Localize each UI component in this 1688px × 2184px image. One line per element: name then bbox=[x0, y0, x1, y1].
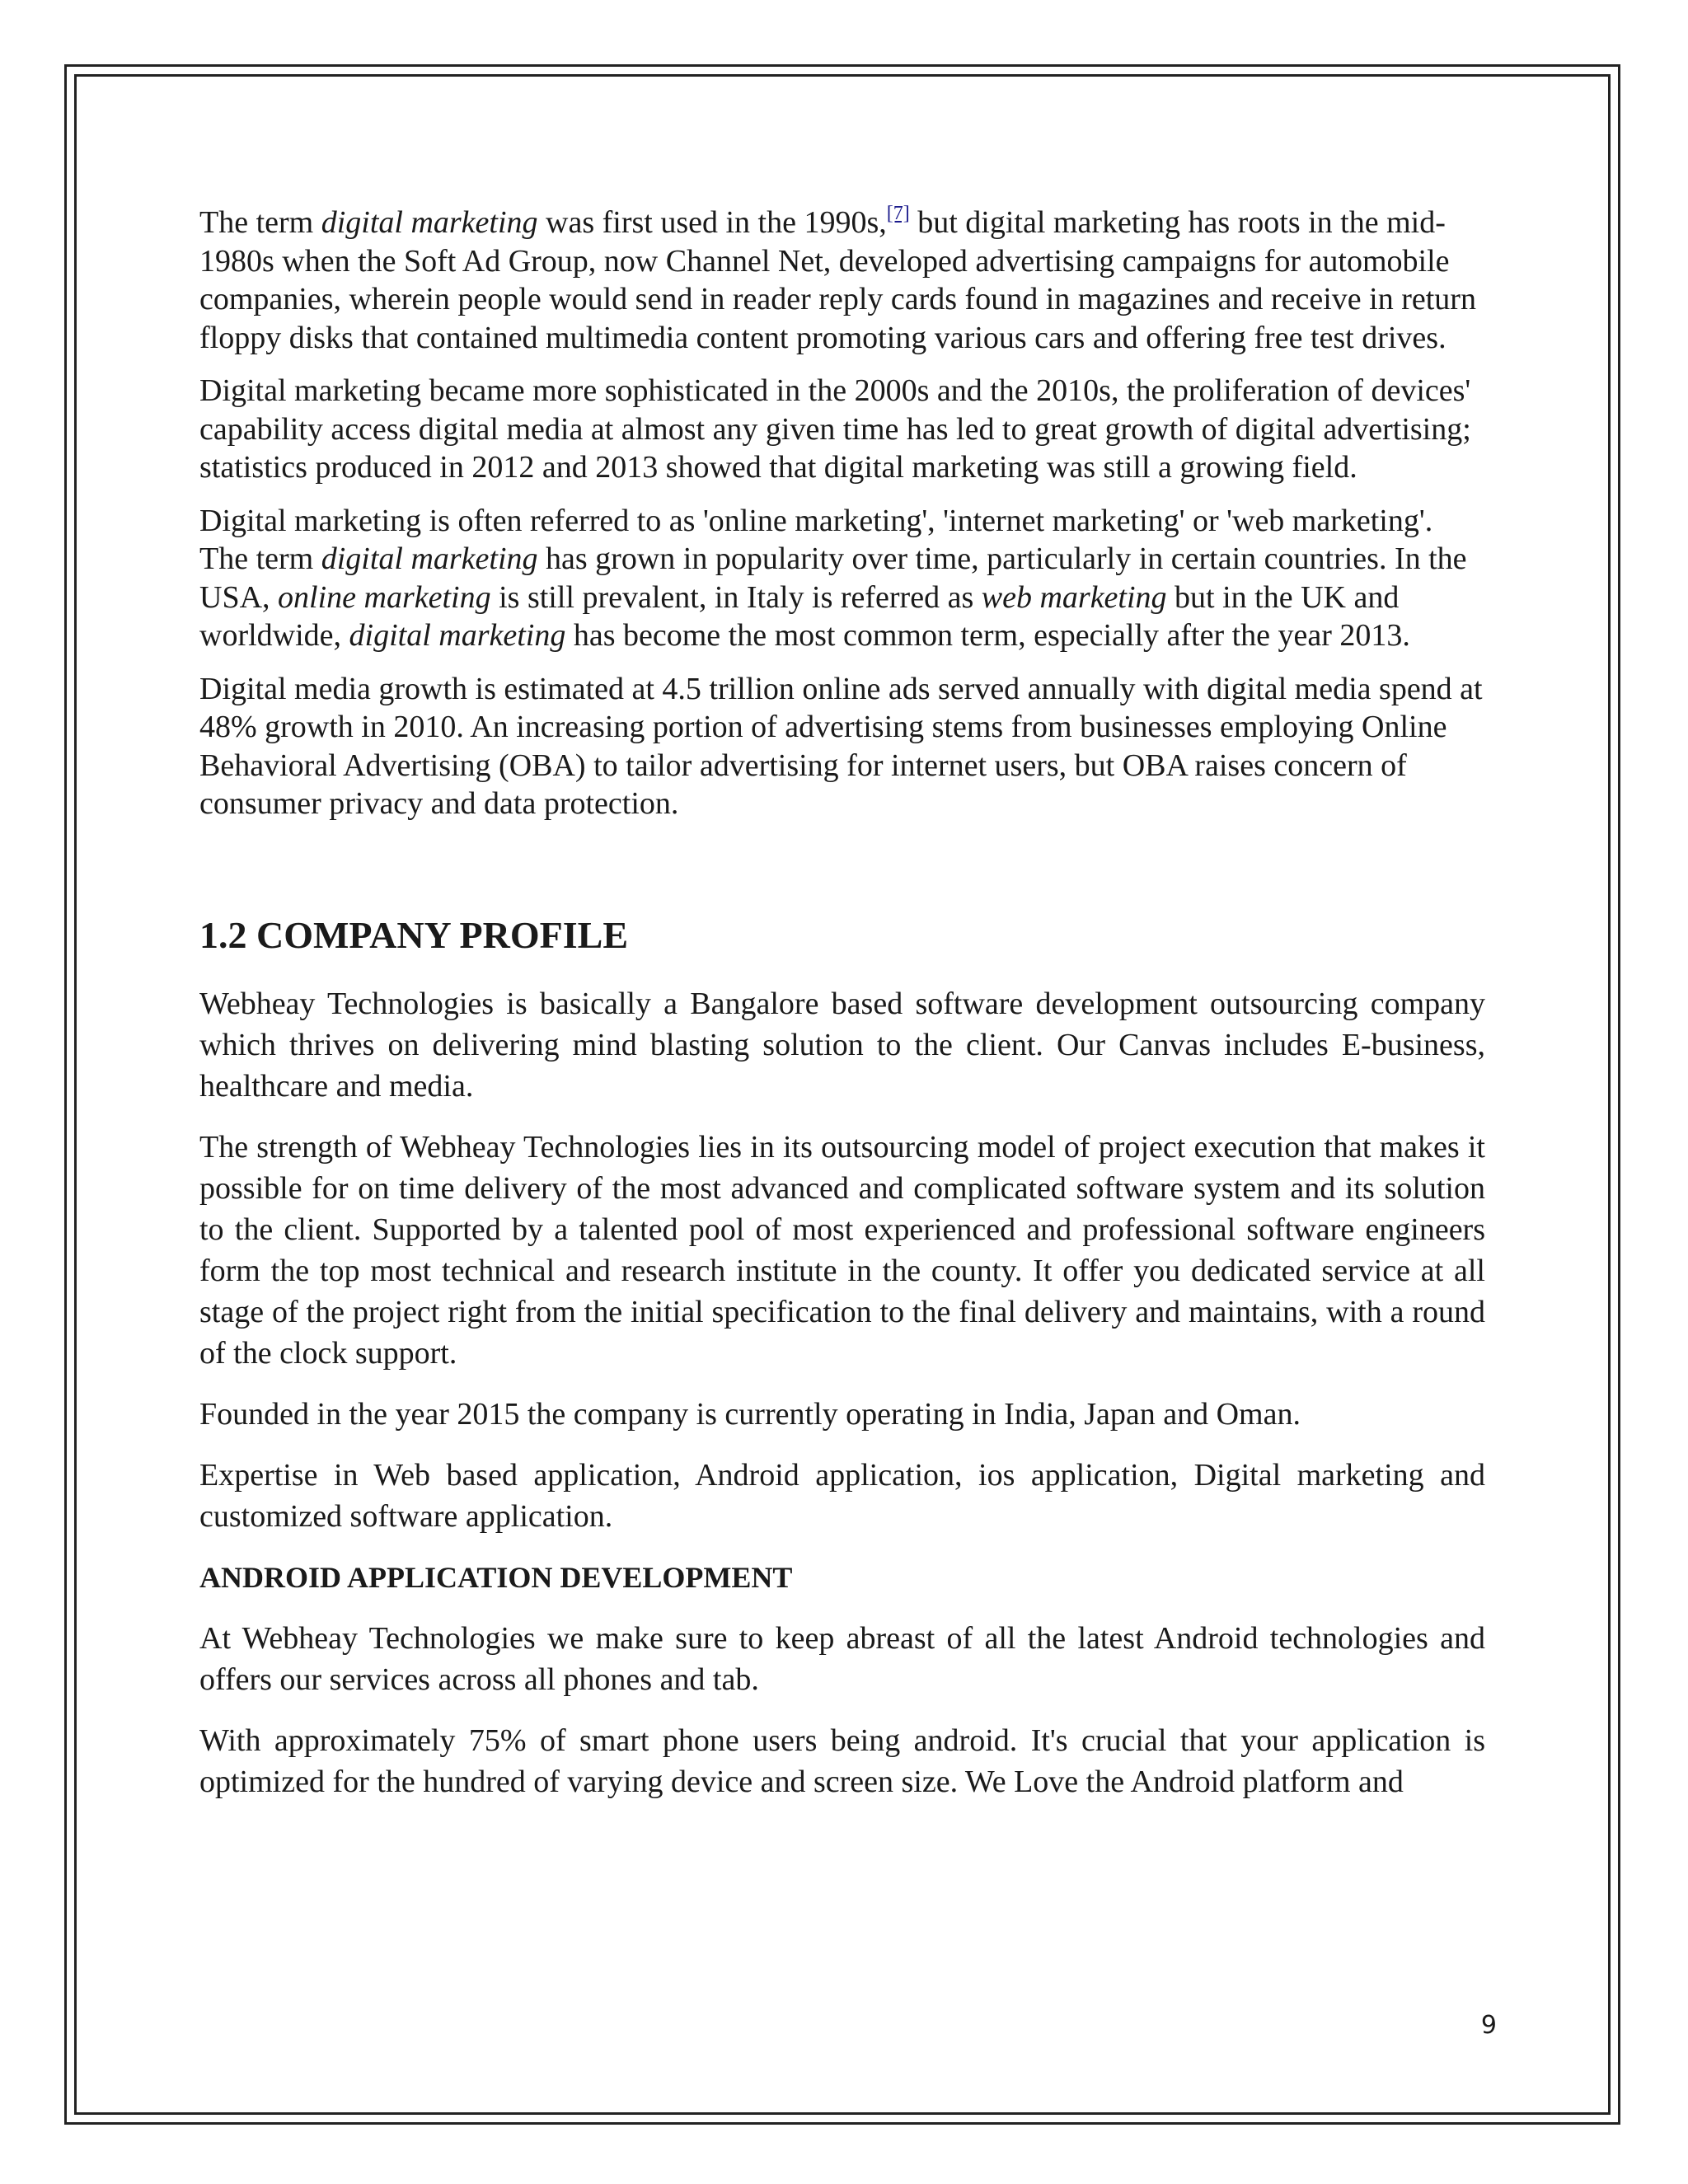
intro-paragraph-1: The term digital marketing was first used in the 1990s,[7] but digital marketing has roots in the mid-1980s when the Soft Ad Group, now Channel Net, developed advertising campaigns for automobile companies, wherein people would send in reader reply cards found in magazines and receive in return floppy disks that contained multimedia content promoting various cars and offering free test drives. bbox=[199, 203, 1476, 355]
section-heading: 1.2 COMPANY PROFILE bbox=[199, 913, 629, 956]
profile-paragraph-5: At Webheay Technologies we make sure to keep abreast of all the latest Android technologies and offers our services across all phones and tab. bbox=[199, 1620, 1485, 1697]
intro-paragraph-2: Digital marketing became more sophisticated in the 2000s and the 2010s, the proliferation of devices' capability access digital media at almost any given time has led to great growth of digital advertising; statistics produced in 2012 and 2013 showed that digital marketing was still a growing field. bbox=[199, 373, 1471, 485]
page-content bbox=[199, 194, 1485, 1822]
subsection-heading: ANDROID APPLICATION DEVELOPMENT bbox=[199, 1560, 793, 1594]
intro-section bbox=[199, 194, 1485, 823]
profile-paragraph-3: Founded in the year 2015 the company is currently operating in India, Japan and Oman. bbox=[199, 1396, 1301, 1432]
intro-paragraph-3: Digital marketing is often referred to as 'online marketing', 'internet marketing' or 'web marketing'. The term digital marketing has grown in popularity over time, particularly in certain countries. In the USA, online marketing is still prevalent, in Italy is referred as web marketing but in the UK and worldwide, digital marketing has become the most common term, especially after the year 2013. bbox=[199, 503, 1467, 653]
profile-paragraph-1: Webheay Technologies is basically a Bangalore based software development outsourcing company which thrives on delivering mind blasting solution to the client. Our Canvas includes E-business, healthcare and media. bbox=[199, 986, 1485, 1104]
profile-paragraph-4: Expertise in Web based application, Android application, ios application, Digital marketing and customized software application. bbox=[199, 1457, 1485, 1534]
page-number: 9 bbox=[1480, 2011, 1497, 2040]
profile-paragraph-2: The strength of Webheay Technologies lies in its outsourcing model of project execution that makes it possible for on time delivery of the most advanced and complicated software system and its solution to the client. Supported by a talented pool of most experienced and professional software engineers form the top most technical and research institute in the county. It offer you dedicated service at all stage of the project right from the initial specification to the final delivery and maintains, with a round of the clock support. bbox=[199, 1129, 1485, 1371]
profile-paragraph-6: With approximately 75% of smart phone users being android. It's crucial that your application is optimized for the hundred of varying device and screen size. We Love the Android platform and bbox=[199, 1722, 1485, 1799]
company-profile-section bbox=[199, 983, 1485, 1802]
citation-link[interactable]: [7] bbox=[886, 203, 910, 224]
intro-paragraph-4: Digital media growth is estimated at 4.5 trillion online ads served annually with digital media spend at 48% growth in 2010. An increasing portion of advertising stems from businesses employing Online Behavioral Advertising (OBA) to tailor advertising for internet users, but OBA raises concern of consumer privacy and data protection. bbox=[199, 671, 1483, 821]
